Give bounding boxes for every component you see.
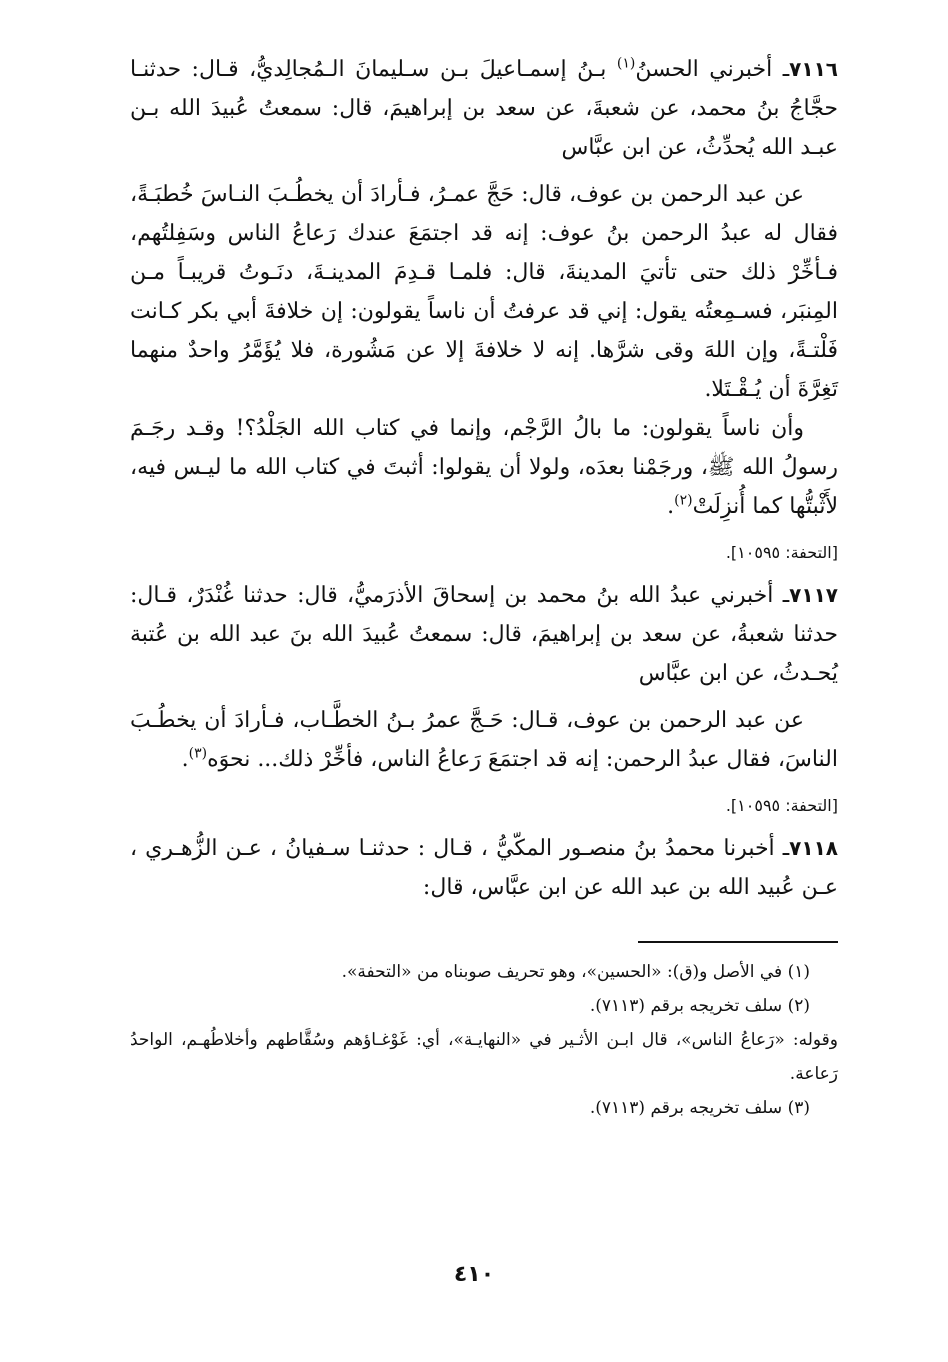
- hadith-7116: [130, 50, 838, 568]
- tuhfa-reference: [التحفة: ١٠٥٩٥].: [725, 796, 838, 815]
- isnad-text: ـ أخبرني الحسنُ: [635, 57, 790, 82]
- hadith-isnad: [130, 50, 838, 167]
- footnote-2-note: وقوله: «رَعاعُ الناس»، قال ابـن الأثـير في «النهايـة»، أي: غَوْغـاؤهم وسُقَّاطهم وأخلاطُهـم، الواحدُ رَعاعة.: [130, 1030, 838, 1084]
- footnotes: [130, 955, 838, 1125]
- matn-text: .: [181, 747, 189, 772]
- footnote-ref[interactable]: (١): [616, 55, 636, 72]
- hadith-7118: [130, 829, 838, 907]
- footnote-separator: [130, 907, 838, 955]
- hadith-matn: عن عبد الرحمن بن عوف، قال: حَجَّ عمـرُ، فـأرادَ أن يخطُـبَ النـاسَ خُطبَـةً، فقال له عبدُ الرحمن بنُ عوف: إنه قد اجتمَعَ عندك رَعاعُ الناس وسَفِلتُهم، فـأخِّرْ ذلك حتى تأتيَ المدينةَ، قال: فلمـا قـدِمَ المدينـةَ، دنَـوتُ قريبـاً مـن المِنبَر، فسـمِعتُه يقول: إني قد عرفتُ أن ناساً يقولون: إن خلافةَ أبي بكر كـانت فَلْتـةً، وإن اللهَ وقى شرَّها. إنه لا خلافةَ إلا عن مَشُورة، فلا يُؤَمَّرُ واحدٌ منهما تَغِرَّةَ أن يُـقْـتَلا.: [130, 182, 838, 402]
- hadith-number: ٧١١٦: [789, 57, 838, 81]
- tuhfa-reference: [التحفة: ١٠٥٩٥].: [725, 543, 838, 562]
- footnote-1: (١) في الأصل و(ق): «الحسين»، وهو تحريف صوبناه من «التحفة».: [341, 962, 810, 982]
- hadith-number: ٧١١٧: [789, 583, 838, 607]
- hadith-7117: [130, 576, 838, 821]
- page-number: ٤١٠: [453, 1262, 495, 1287]
- matn-text: عن عبد الرحمن بن عوف، قـال: حَـجَّ عمرُ بـنُ الخطَّـاب، فـأرادَ أن يخطُـبَ الناسَ، فقال عبدُ الرحمن: إنه قد اجتمَعَ رَعاعُ الناس، فأخِّرْ ذلك... نحوَه: [130, 708, 838, 772]
- matn-text: .: [667, 494, 675, 519]
- isnad-text: ـ أخبرنا محمدُ بنُ منصـور المكّيُّ ، قـال : حدثنـا سـفيانُ ، عـن الزُّهـري ، عـن عُبيد الله بن عبد الله عن ابن عبَّاس، قال:: [130, 836, 838, 900]
- footnote-3: (٣) سلف تخريجه برقم (٧١١٣).: [589, 1098, 810, 1118]
- page-body: [130, 50, 838, 1125]
- hadith-number: ٧١١٨: [789, 836, 838, 860]
- footnote-rule: [638, 941, 838, 943]
- hadith-isnad: [130, 829, 838, 907]
- footnote-ref[interactable]: (٢): [674, 492, 693, 509]
- hadith-matn: [130, 701, 838, 779]
- hadith-isnad: [130, 576, 838, 693]
- hadith-matn: [130, 409, 838, 526]
- footnote-ref[interactable]: (٣): [188, 745, 208, 762]
- footnote-2: (٢) سلف تخريجه برقم (٧١١٣).: [589, 996, 810, 1016]
- isnad-text: ـ أخبرني عبدُ الله بنُ محمد بن إسحاقَ الأذرَميُّ، قال: حدثنا غُنْدَرٌ، قـال: حدثنا شعبةُ، عن سعد بن إبراهيمَ، قال: سمعتُ عُبيدَ الله بنَ عبد الله بن عُتبة يُحـدثُ، عن ابن عبَّاس: [130, 583, 838, 686]
- isnad-text: بـنُ إسمـاعيلَ بـن سـليمانَ الـمُجالِديُّ، قـال: حدثنـا حجَّاجُ بنُ محمد، عن شعبةَ، عن سعد بن إبراهيمَ، قال: سمعتُ عُبيدَ الله بـن عبـد الله يُحدِّثُ، عن ابن عبَّاس: [130, 57, 838, 160]
- matn-text: وأن ناساً يقولون: ما بالُ الرَّجْم، وإنما في كتاب الله الجَلْدُ؟! وقـد رجَـمَ رسولُ الله ﷺ، ورجَمْنا بعدَه، ولولا أن يقولوا: أثبتَ في كتاب الله ما ليـس فيه، لأَثْبتُّها كما أُنزِلَتْ: [130, 416, 838, 519]
